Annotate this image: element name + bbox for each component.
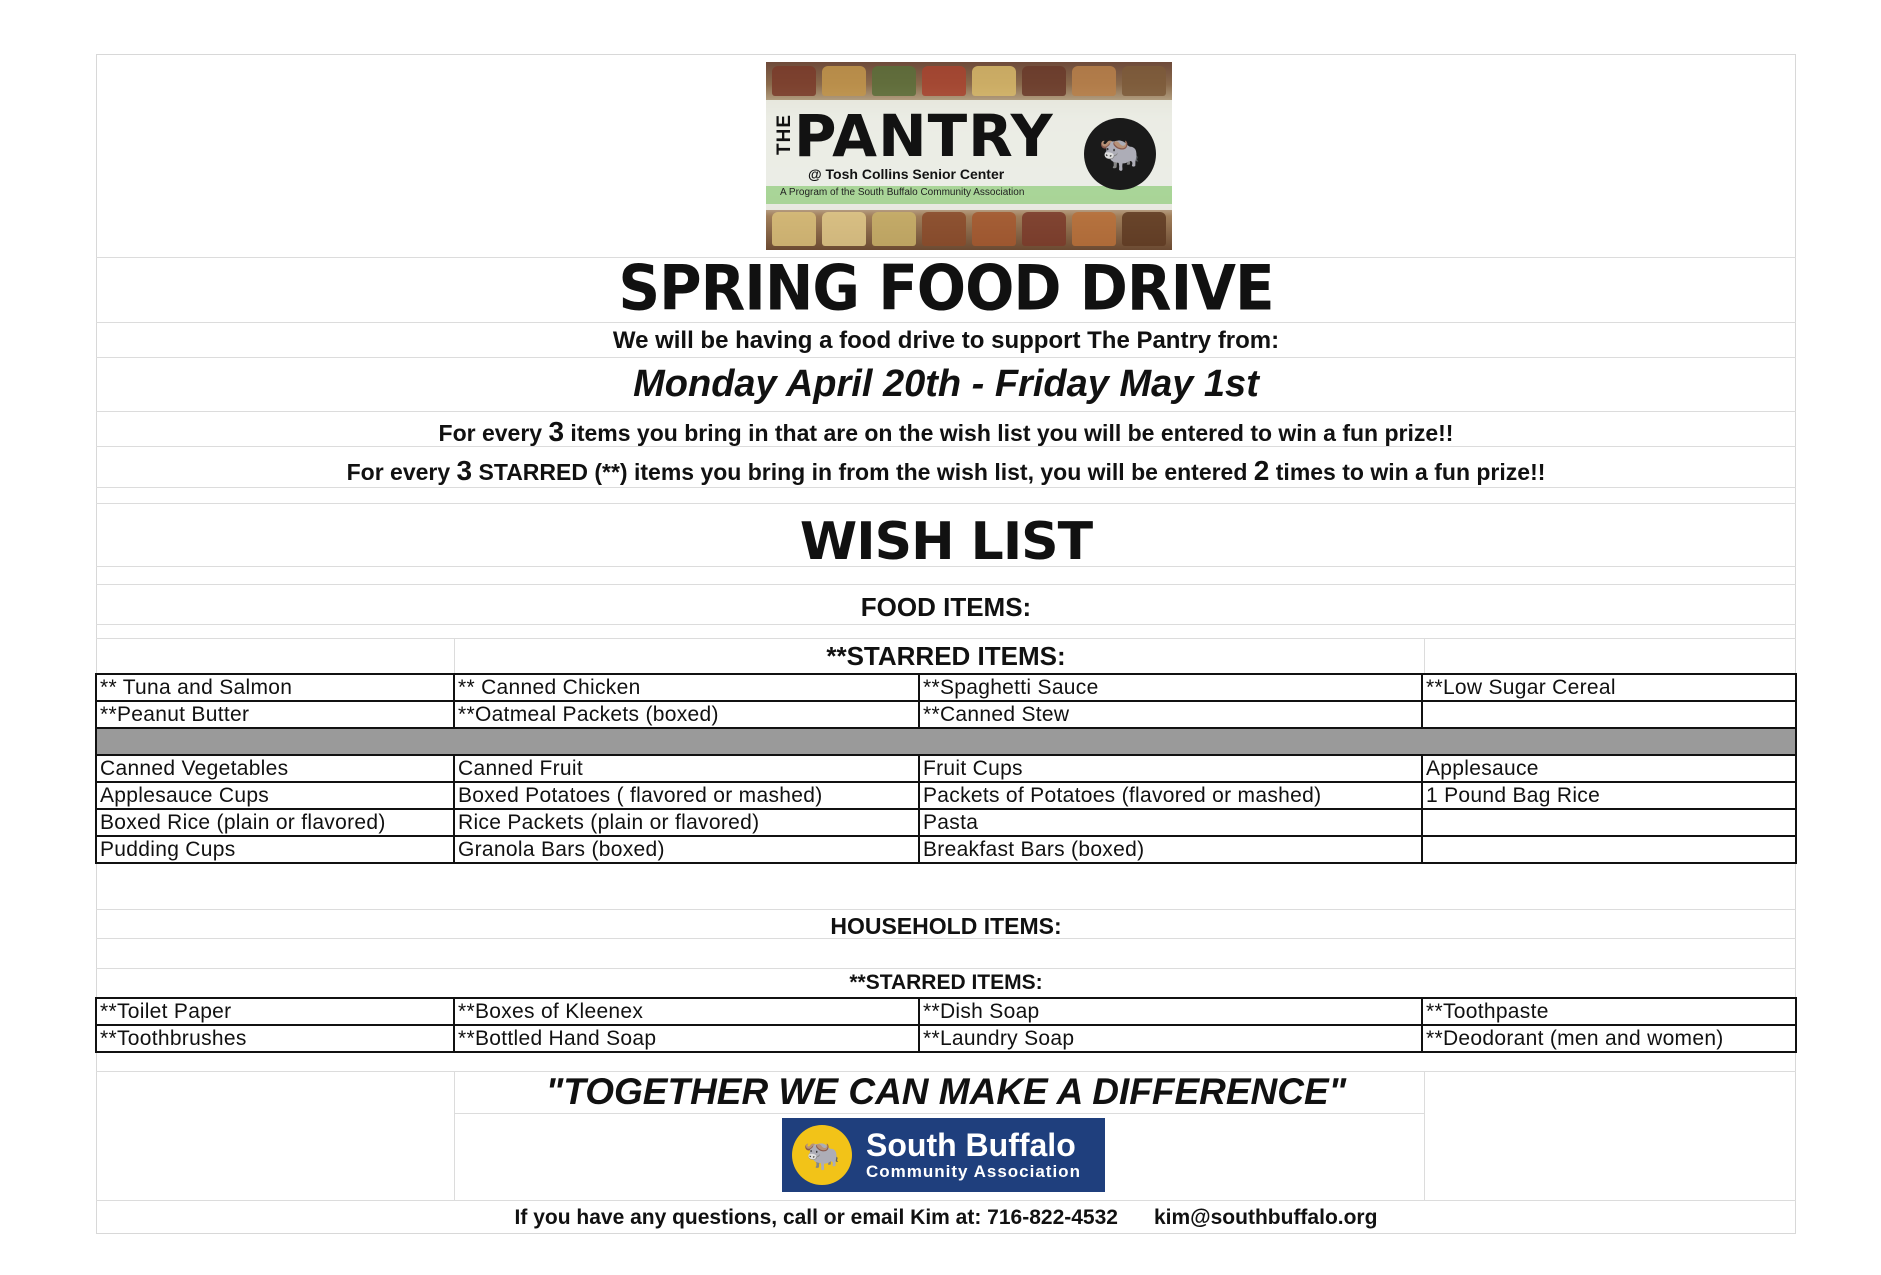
contact-line: [96, 1206, 1796, 1230]
table-cell: Canned Vegetables: [96, 755, 454, 782]
table-cell: Breakfast Bars (boxed): [919, 836, 1422, 863]
prize-rule-2: For every 3 STARRED (**) items you bring in from the wish list, you will be entered 2 times to win a fun prize!!: [346, 455, 1546, 486]
separator-row: [96, 728, 1796, 755]
drive-dates: Monday April 20th - Friday May 1st: [633, 363, 1259, 405]
food-items-heading: FOOD ITEMS:: [860, 592, 1032, 622]
logo-pantry-word: PANTRY: [794, 102, 1054, 170]
household-items-heading: HOUSEHOLD ITEMS:: [830, 913, 1062, 939]
table-cell: **Toilet Paper: [96, 998, 454, 1025]
table-row: [96, 998, 1796, 1025]
grid-line: [96, 503, 1796, 504]
table-cell: [1422, 701, 1796, 728]
table-cell: ** Tuna and Salmon: [96, 674, 454, 701]
table-cell: **Oatmeal Packets (boxed): [454, 701, 919, 728]
table-row: [96, 701, 1796, 728]
grid-line: [96, 357, 1796, 358]
table-cell: Pudding Cups: [96, 836, 454, 863]
logo-the: THE: [774, 114, 795, 155]
food-starred-heading: **STARRED ITEMS:: [826, 641, 1066, 671]
table-cell: [1422, 809, 1796, 836]
table-cell: **Canned Stew: [919, 701, 1422, 728]
drive-title: SPRING FOOD DRIVE: [618, 251, 1274, 325]
table-row: [96, 755, 1796, 782]
table-cell: Applesauce Cups: [96, 782, 454, 809]
table-cell: Fruit Cups: [919, 755, 1422, 782]
grid-line: [96, 411, 1796, 412]
table-row: [96, 674, 1796, 701]
table-cell: Rice Packets (plain or flavored): [454, 809, 919, 836]
table-cell: Granola Bars (boxed): [454, 836, 919, 863]
table-row: [96, 836, 1796, 863]
grid-line: [96, 968, 1796, 969]
table-row: [96, 1025, 1796, 1052]
prize-rule-1: For every 3 items you bring in that are on the wish list you will be entered to win a fun prize!!: [438, 416, 1454, 447]
sbca-name: South Buffalo: [866, 1127, 1076, 1163]
bison-icon: 🐃: [1084, 118, 1156, 190]
table-cell: Pasta: [919, 809, 1422, 836]
food-items-table: [95, 673, 1797, 864]
table-cell: **Deodorant (men and women): [1422, 1025, 1796, 1052]
grid-line: [96, 624, 1796, 625]
grid-line: [96, 487, 1796, 488]
table-cell: **Peanut Butter: [96, 701, 454, 728]
household-starred-heading: **STARRED ITEMS:: [849, 971, 1043, 994]
table-cell: **Boxes of Kleenex: [454, 998, 919, 1025]
table-cell: **Low Sugar Cereal: [1422, 674, 1796, 701]
table-cell: ** Canned Chicken: [454, 674, 919, 701]
contact-email[interactable]: kim@southbuffalo.org: [1153, 1206, 1378, 1229]
sbca-logo: [782, 1118, 1105, 1192]
table-cell: Packets of Potatoes (flavored or mashed): [919, 782, 1422, 809]
grid-line: [96, 584, 1796, 585]
jar-shelf-bottom: [766, 212, 1172, 246]
household-items-table: [95, 997, 1797, 1053]
grid-line: [96, 1200, 1796, 1201]
logo-program: A Program of the South Buffalo Community Association: [780, 187, 1025, 198]
table-cell: **Bottled Hand Soap: [454, 1025, 919, 1052]
bison-icon: 🐃: [792, 1125, 852, 1185]
table-cell: **Spaghetti Sauce: [919, 674, 1422, 701]
wish-list-title: WISH LIST: [799, 512, 1093, 572]
jar-shelf-top: [766, 66, 1172, 96]
table-cell: Boxed Potatoes ( flavored or mashed): [454, 782, 919, 809]
grid-line: [96, 638, 1796, 639]
sbca-assoc: Community Association: [866, 1162, 1081, 1181]
table-cell: 1 Pound Bag Rice: [1422, 782, 1796, 809]
gray-separator: [96, 728, 1796, 755]
contact-text: If you have any questions, call or email Kim at: 716-822-4532: [514, 1206, 1118, 1229]
pantry-logo: [766, 62, 1172, 250]
grid-line: [96, 909, 1796, 910]
table-row: [96, 809, 1796, 836]
table-cell: Canned Fruit: [454, 755, 919, 782]
support-line: We will be having a food drive to support The Pantry from:: [612, 327, 1280, 354]
table-cell: Boxed Rice (plain or flavored): [96, 809, 454, 836]
logo-location: @ Tosh Collins Senior Center: [808, 166, 1005, 182]
table-cell: Applesauce: [1422, 755, 1796, 782]
grid-line: [454, 1113, 1424, 1114]
table-row: [96, 782, 1796, 809]
table-cell: **Toothbrushes: [96, 1025, 454, 1052]
table-cell: **Dish Soap: [919, 998, 1422, 1025]
table-cell: **Toothpaste: [1422, 998, 1796, 1025]
slogan: "TOGETHER WE CAN MAKE A DIFFERENCE": [545, 1071, 1347, 1112]
table-cell: [1422, 836, 1796, 863]
table-cell: **Laundry Soap: [919, 1025, 1422, 1052]
